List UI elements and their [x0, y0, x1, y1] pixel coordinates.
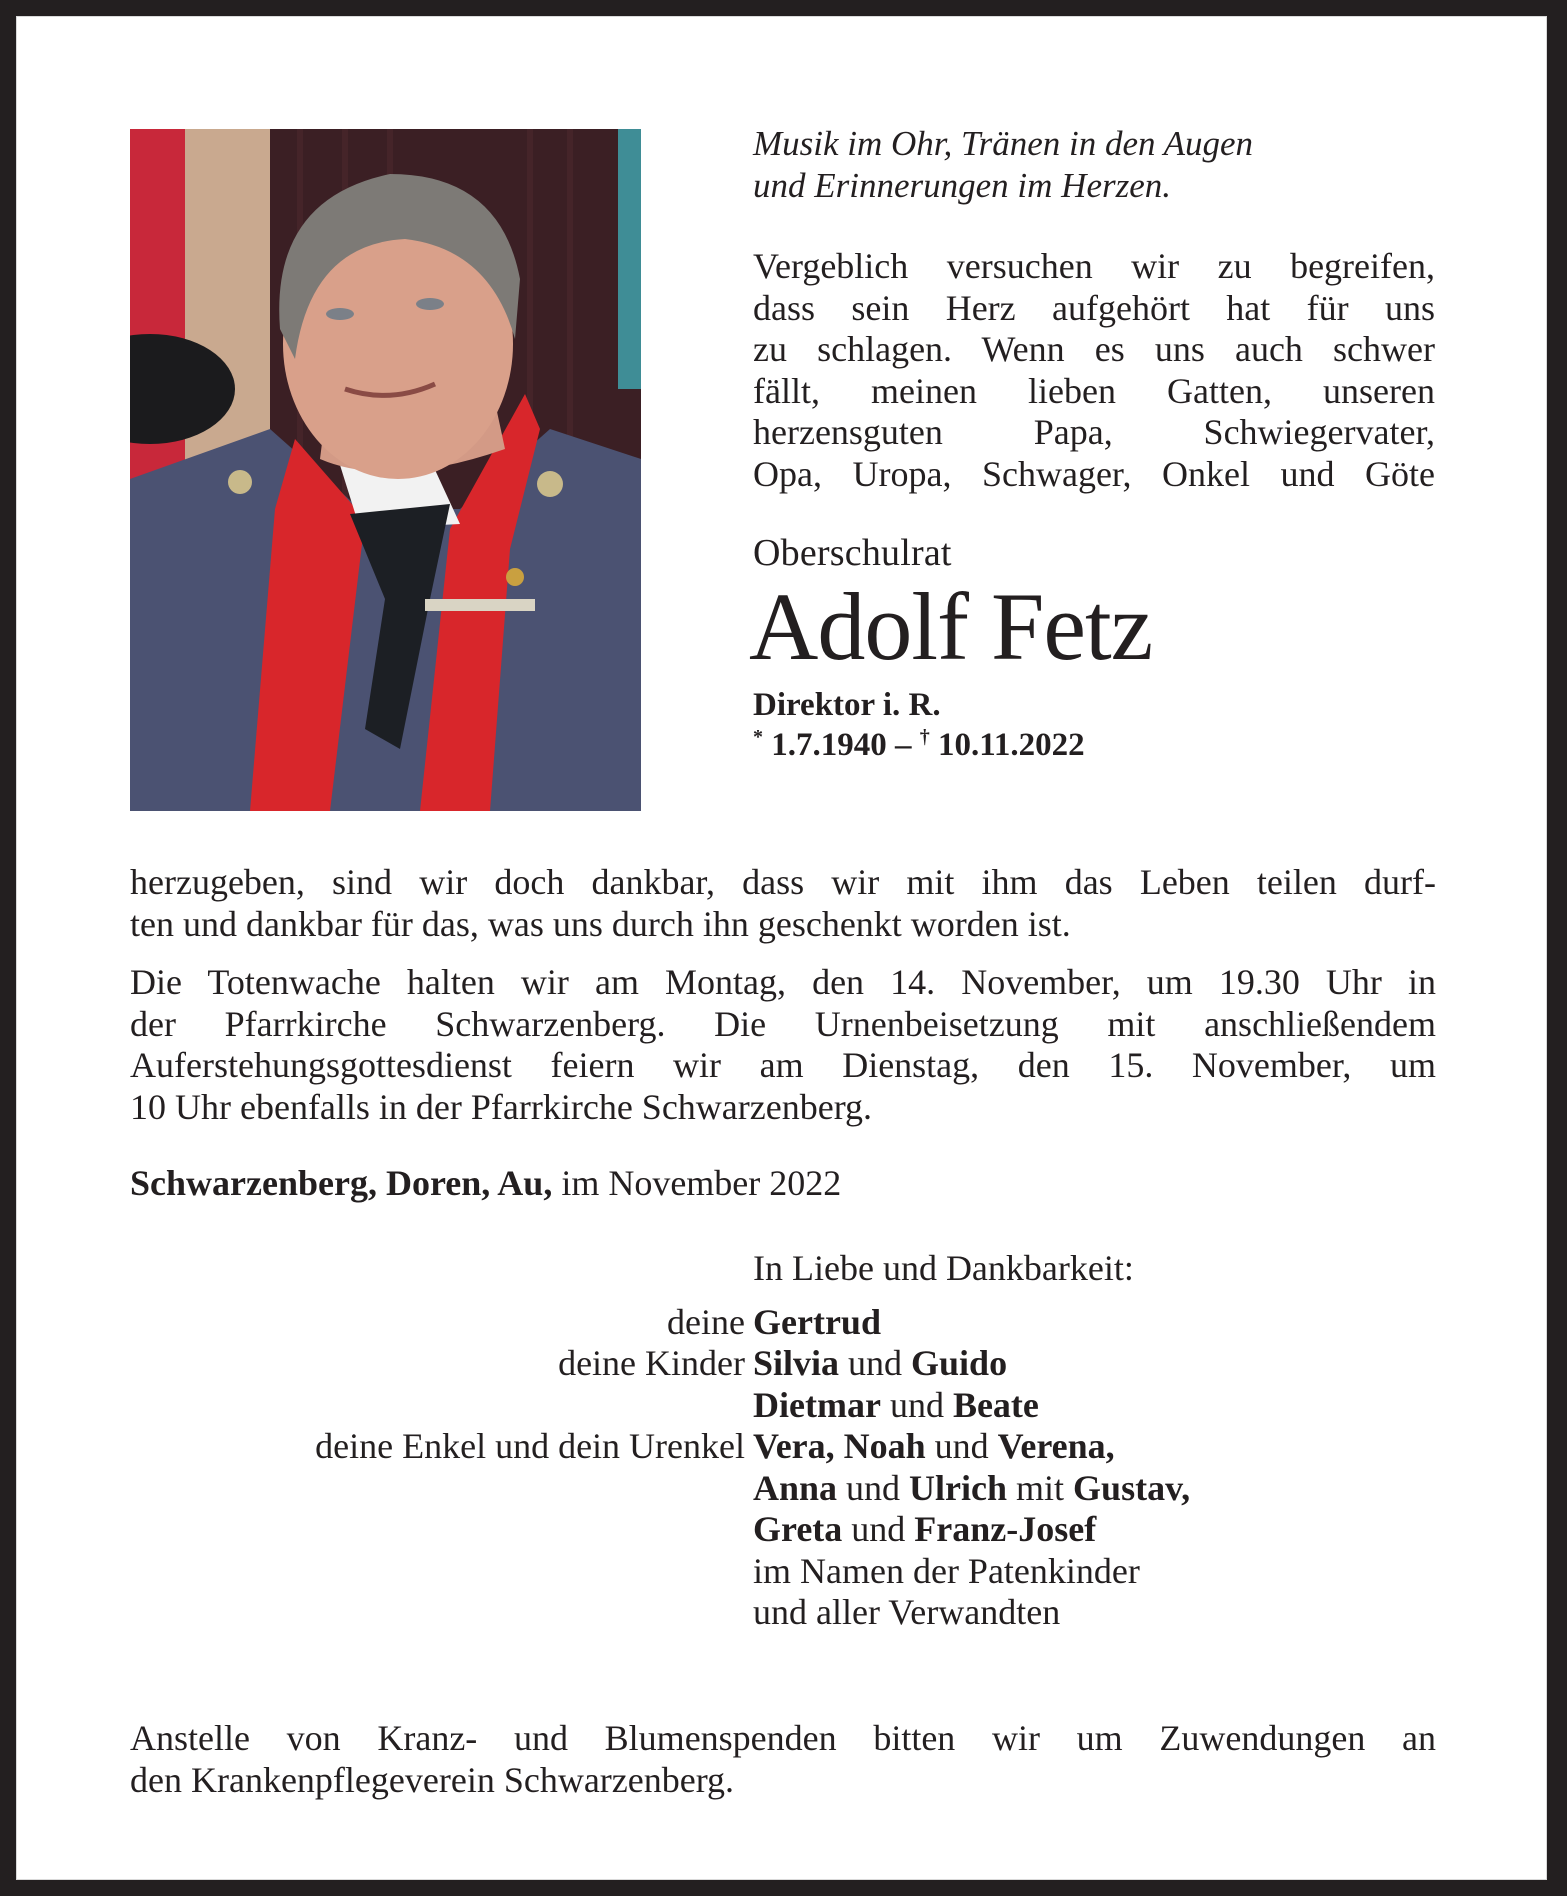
connector-text: und: [880, 1384, 953, 1425]
signature-row: [130, 1551, 1436, 1593]
life-dates: [753, 725, 1435, 765]
mourner-names: [753, 1385, 1039, 1427]
relation-label: deine: [667, 1301, 745, 1342]
continuation-line: herzugeben, sind wir doch dankbar, dass wir mit ihm das Leben teilen durf-: [130, 862, 1436, 902]
signature-row: [130, 1592, 1436, 1634]
mourner-names: [753, 1343, 1007, 1385]
mourner-names: [753, 1468, 1190, 1510]
intro-line: herzensguten Papa, Schwiegervater,: [753, 412, 1435, 452]
death-date: 10.11.2022: [938, 727, 1085, 763]
place-names: Schwarzenberg, Doren, Au,: [130, 1163, 553, 1203]
signature-row: [130, 1509, 1436, 1551]
signature-rows: [130, 1302, 1436, 1634]
intro-line: dass sein Herz aufgehört hat für uns: [753, 287, 1435, 328]
mourner-name: Greta: [753, 1509, 843, 1549]
mourner-name: Beate: [952, 1384, 1039, 1425]
signature-row: [130, 1302, 1436, 1344]
funeral-line: Auferstehungsgottesdienst feiern wir am Dienstag, den 15. November, um: [130, 1045, 1436, 1085]
intro-line: fällt, meinen lieben Gatten, unseren: [753, 370, 1435, 411]
donation-line: Anstelle von Kranz- und Blumenspenden bitten wir um Zuwendungen an: [130, 1718, 1436, 1758]
signature-row: [130, 1426, 1436, 1468]
deceased-name: Adolf Fetz: [749, 573, 1153, 680]
funeral-line: der Pfarrkirche Schwarzenberg. Die Urnenbeisetzung mit anschließendem: [130, 1003, 1436, 1044]
mourner-name: Anna: [753, 1467, 838, 1508]
funeral-paragraph: [130, 962, 1436, 1128]
mourner-names: [753, 1509, 1096, 1551]
continuation-line: ten und dankbar für das, was uns durch ihn geschenkt worden ist.: [130, 903, 1071, 944]
signature-block: [130, 1248, 1436, 1634]
relation-label: [130, 1468, 753, 1510]
connector-text: und aller Verwandten: [753, 1592, 1061, 1632]
signature-row: [130, 1343, 1436, 1385]
motto-line: Musik im Ohr, Tränen in den Augen: [753, 124, 1254, 163]
mourner-name: Gustav,: [1073, 1467, 1191, 1508]
connector-text: und: [925, 1426, 998, 1466]
intro-line: zu schlagen. Wenn es uns auch schwer: [753, 329, 1435, 369]
funeral-line: 10 Uhr ebenfalls in der Pfarrkirche Schwarzenberg.: [130, 1086, 873, 1127]
relation-label: [130, 1385, 753, 1427]
intro-line: Opa, Uropa, Schwager, Onkel und Göte: [753, 453, 1435, 494]
portrait-photo: [130, 129, 641, 811]
intro-line: Vergeblich versuchen wir zu begreifen,: [753, 246, 1435, 286]
portrait-image: [130, 129, 641, 811]
motto-quote: [753, 123, 1435, 206]
intro-paragraph: [753, 246, 1435, 495]
obituary-page: [16, 16, 1547, 1880]
relation-label: deine Kinder: [558, 1343, 745, 1383]
signature-row: [130, 1385, 1436, 1427]
mourner-names: [753, 1302, 881, 1344]
place-date: im November 2022: [561, 1163, 842, 1203]
birth-date: 1.7.1940: [771, 727, 887, 763]
motto-line: und Erinnerungen im Herzen.: [753, 165, 1172, 205]
birth-symbol: *: [753, 726, 763, 748]
connector-text: und: [842, 1509, 915, 1549]
mourner-name: Dietmar: [753, 1384, 881, 1425]
relation-label: [130, 1551, 753, 1593]
date-dash: –: [886, 727, 920, 763]
relation-label: [130, 1592, 753, 1634]
mourner-names: [753, 1592, 1060, 1634]
place-date-line: [130, 1163, 1436, 1205]
honorific-title: Oberschulrat: [753, 532, 952, 574]
donation-line: den Krankenpflegeverein Schwarzenberg.: [130, 1759, 735, 1800]
death-symbol: †: [919, 726, 930, 748]
mourner-names: [753, 1426, 1115, 1468]
continuation-paragraph: [130, 862, 1436, 945]
connector-text: und: [837, 1467, 910, 1508]
funeral-line: Die Totenwache halten wir am Montag, den 14. November, um 19.30 Uhr in: [130, 962, 1436, 1002]
relation-label: [130, 1509, 753, 1551]
mourner-name: Vera, Noah: [753, 1426, 926, 1466]
mourner-names: [753, 1551, 1140, 1593]
mourner-name: Verena,: [997, 1426, 1115, 1466]
connector-text: mit: [1007, 1467, 1074, 1508]
mourner-name: Franz-Josef: [914, 1509, 1097, 1549]
connector-text: im Namen der Patenkinder: [753, 1550, 1140, 1591]
mourner-name: Silvia: [753, 1343, 840, 1383]
deceased-title-block: [749, 531, 1435, 765]
deceased-role: Direktor i. R.: [753, 687, 941, 723]
mourner-name: Guido: [911, 1343, 1008, 1383]
mourner-name: Ulrich: [909, 1467, 1008, 1508]
signature-row: [130, 1468, 1436, 1510]
mourner-name: Gertrud: [753, 1301, 881, 1342]
donation-paragraph: [130, 1718, 1436, 1801]
connector-text: und: [839, 1343, 912, 1383]
closing-phrase: In Liebe und Dankbarkeit:: [753, 1248, 1134, 1288]
relation-label: deine Enkel und dein Urenkel: [315, 1426, 745, 1466]
header-column: [749, 123, 1435, 765]
